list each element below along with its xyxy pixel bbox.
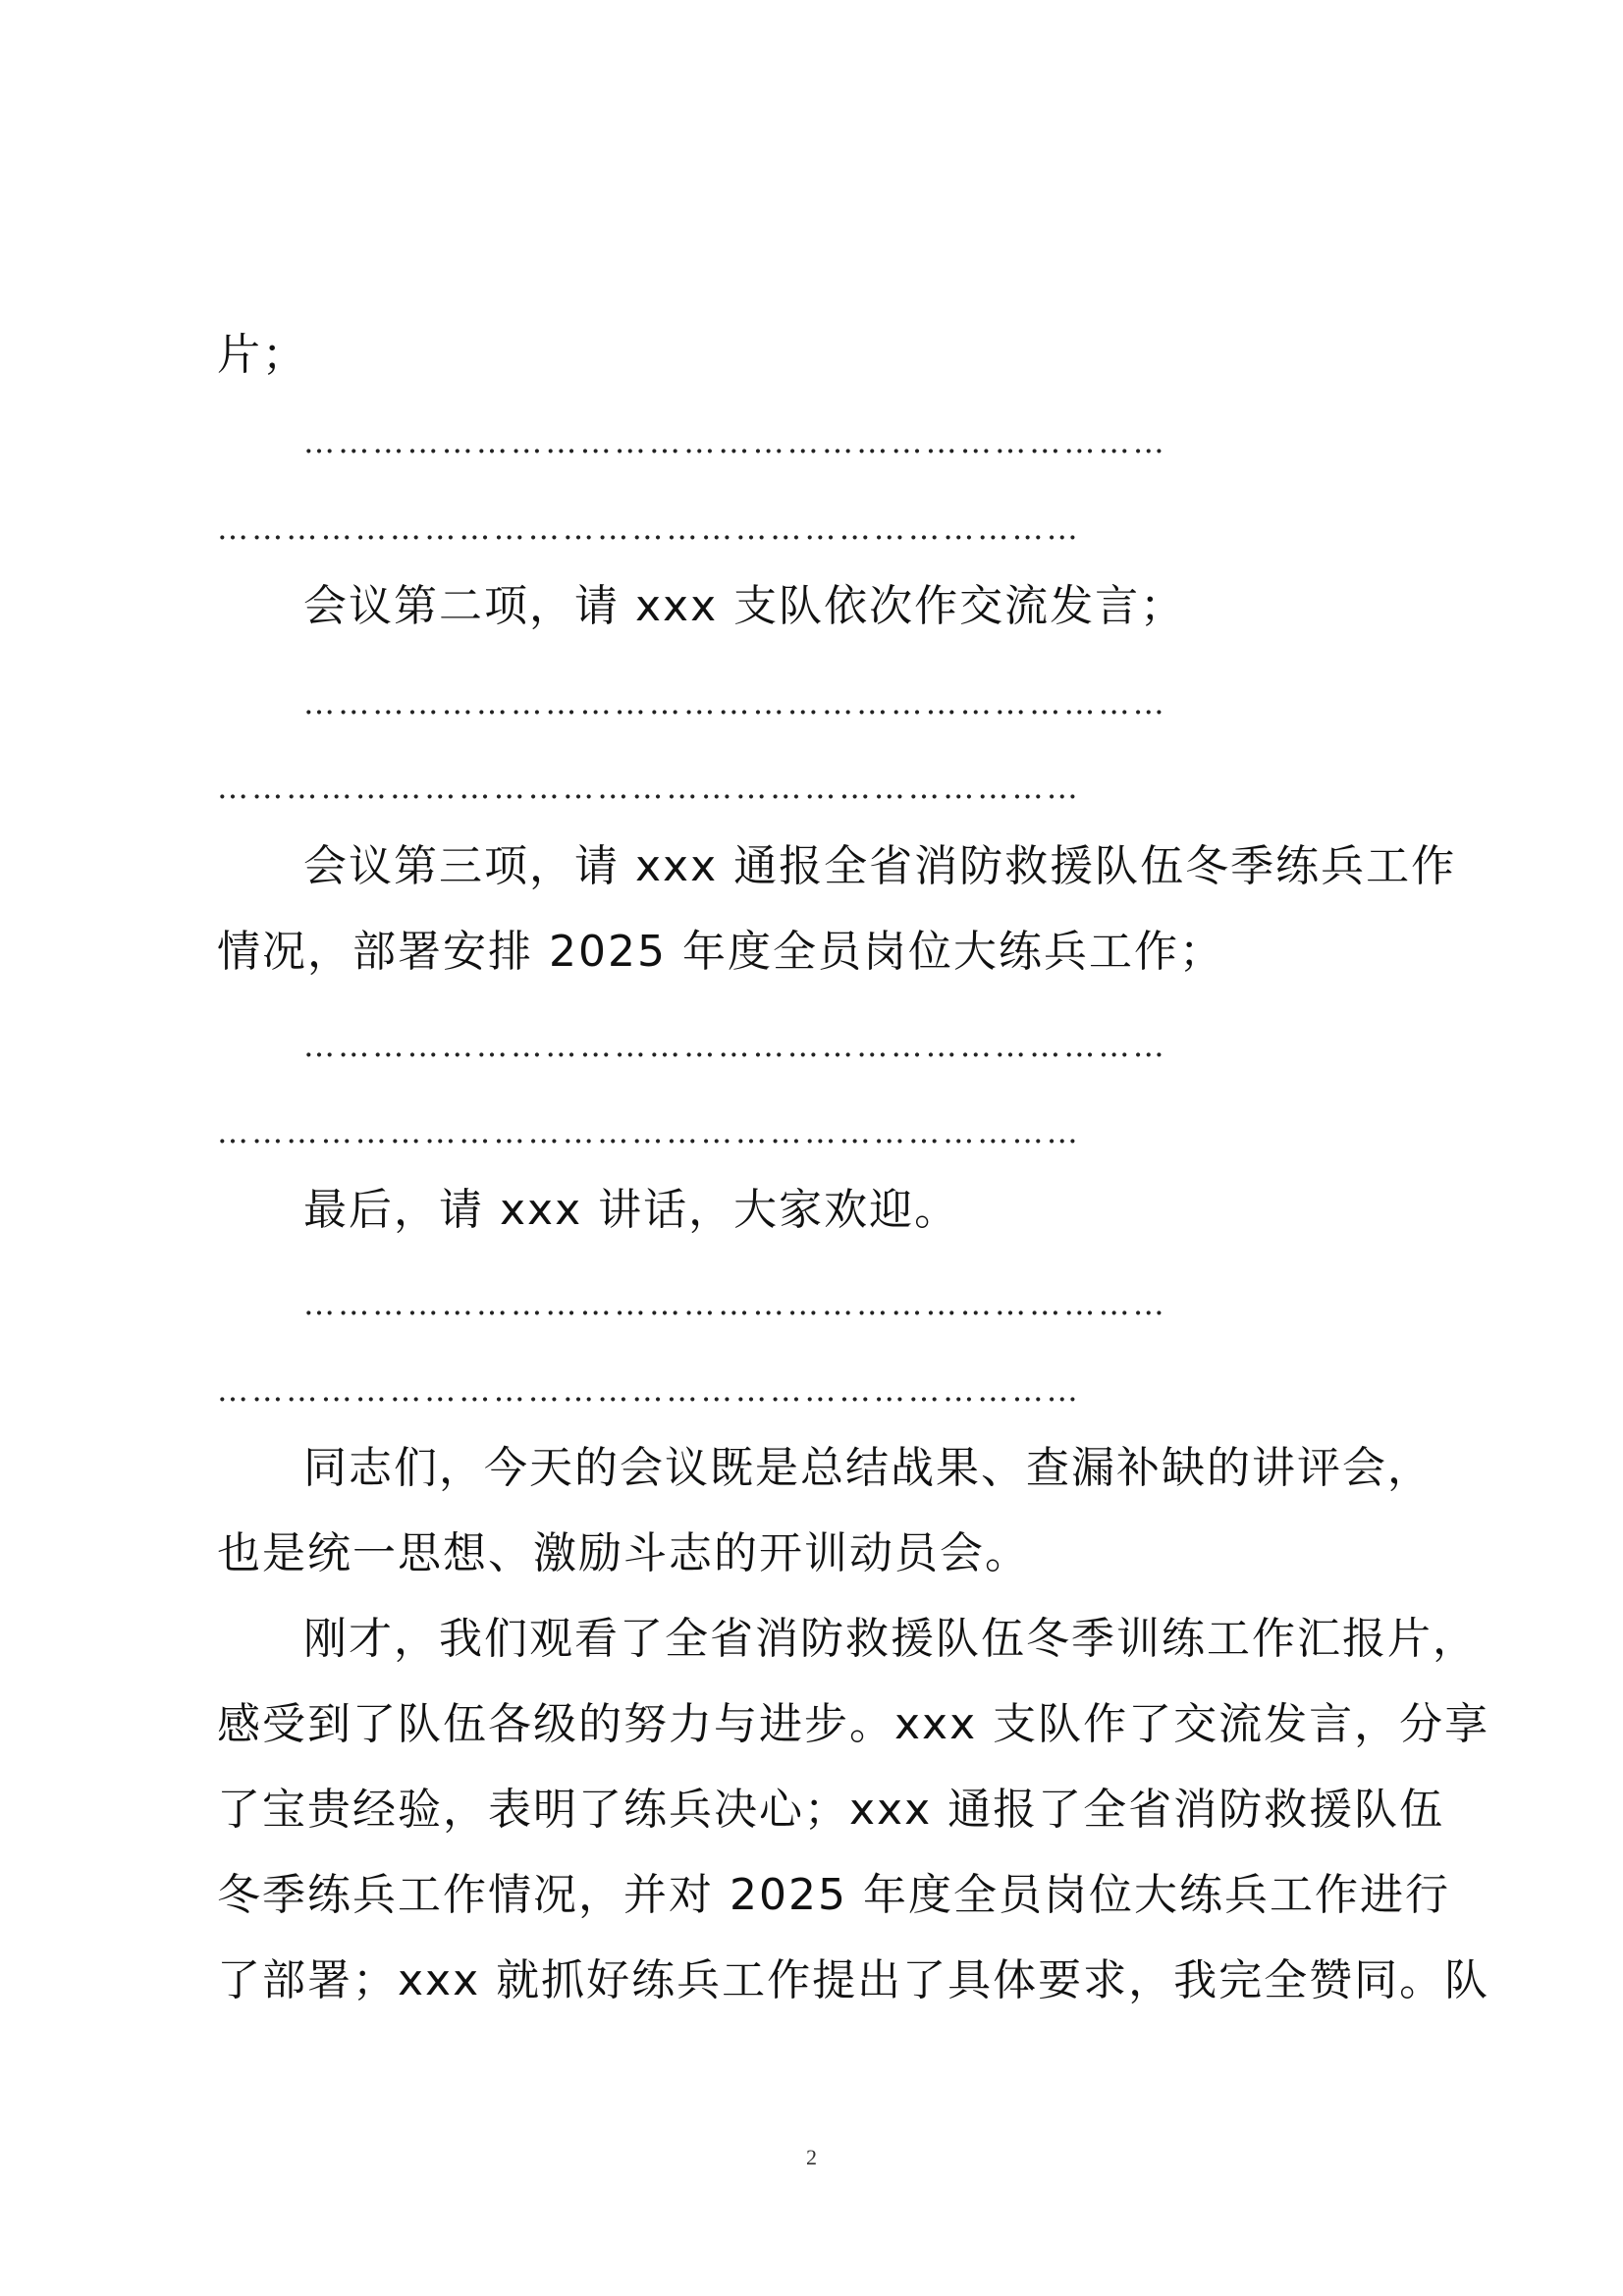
text-line: 冬季练兵工作情况，并对 2025 年度全员岗位大练兵工作进行 [217, 1870, 1450, 1920]
ellipsis-line: ………………………………………………………………… [217, 1371, 1081, 1409]
ellipsis-line: ………………………………………………………………… [303, 1027, 1167, 1064]
text-line: 感受到了队伍各级的努力与进步。xxx 支队作了交流发言，分享 [217, 1699, 1490, 1749]
text-line: 也是统一思想、激励斗志的开训动员会。 [217, 1528, 1030, 1578]
text-line: 了部署；xxx 就抓好练兵工作提出了具体要求，我完全赞同。队 [217, 1955, 1490, 2005]
text-line: 同志们，今天的会议既是总结战果、查漏补缺的讲评会， [303, 1443, 1433, 1493]
text-line: 会议第二项，请 xxx 支队依次作交流发言； [303, 581, 1186, 631]
text-line: 会议第三项，请 xxx 通报全省消防救援队伍冬季练兵工作 [303, 841, 1457, 891]
ellipsis-line: ………………………………………………………………… [217, 769, 1081, 806]
text-line: 刚才，我们观看了全省消防救援队伍冬季训练工作汇报片， [303, 1614, 1478, 1664]
text-line: 情况，部署安排 2025 年度全员岗位大练兵工作； [217, 927, 1224, 977]
page-number: 2 [806, 2145, 817, 2169]
ellipsis-line: ………………………………………………………………… [303, 423, 1167, 460]
text-line: 最后，请 xxx 讲话，大家欢迎。 [303, 1185, 960, 1235]
ellipsis-line: ………………………………………………………………… [303, 684, 1167, 721]
ellipsis-line: ………………………………………………………………… [217, 509, 1081, 547]
text-line: 片； [217, 330, 307, 380]
text-line: 了宝贵经验，表明了练兵决心；xxx 通报了全省消防救援队伍 [217, 1785, 1445, 1835]
ellipsis-line: ………………………………………………………………… [217, 1113, 1081, 1150]
ellipsis-line: ………………………………………………………………… [303, 1285, 1167, 1322]
